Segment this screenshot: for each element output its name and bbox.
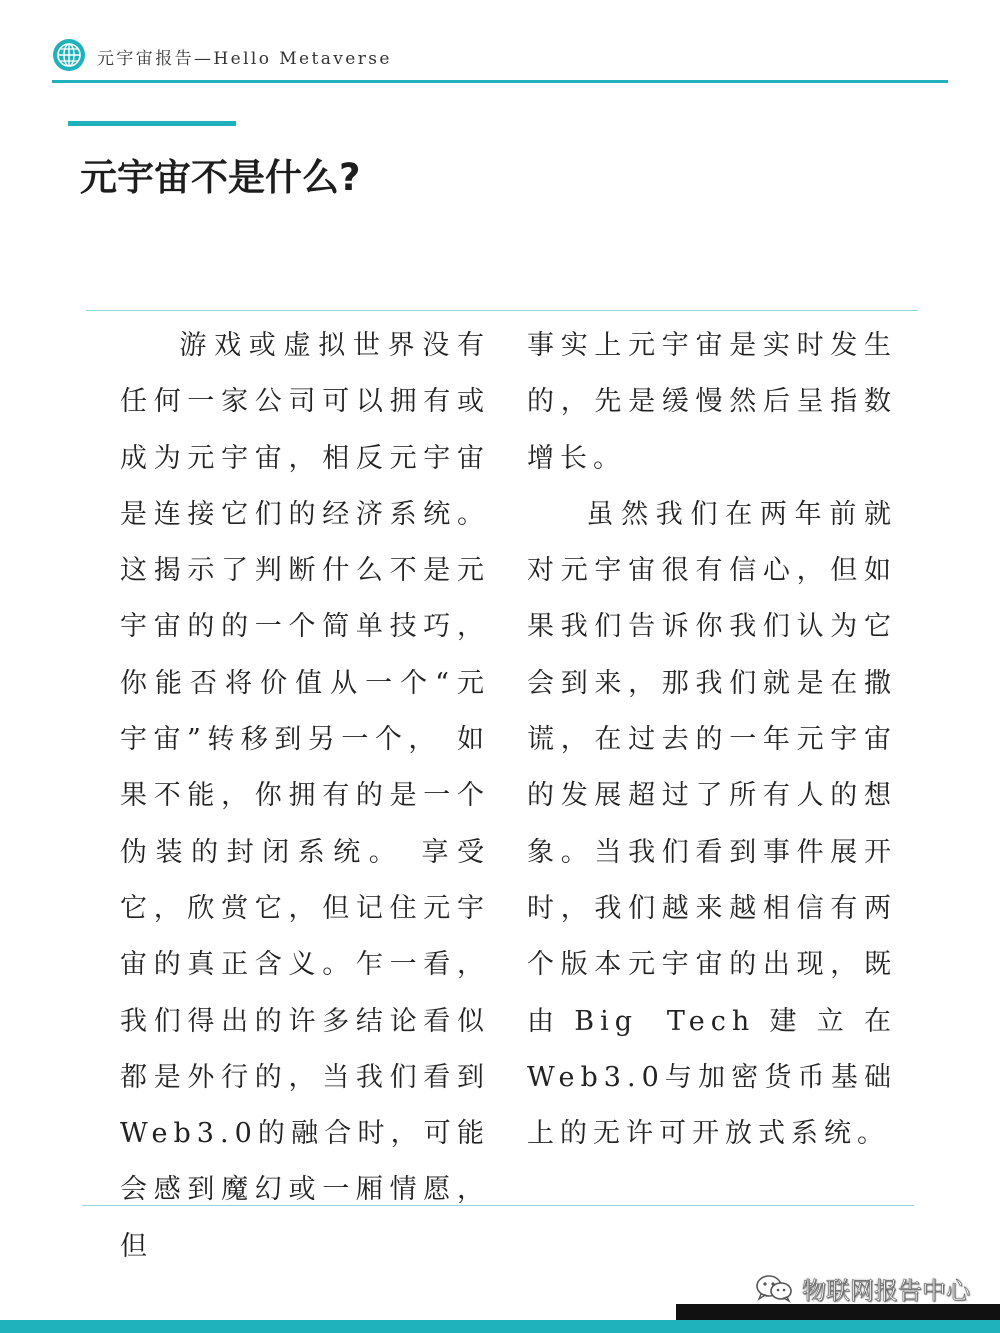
- watermark-text: 物联网报告中心: [802, 1276, 970, 1305]
- page-title: 元宇宙不是什么?: [80, 156, 361, 199]
- footer-accent-bar: [0, 1320, 1000, 1333]
- body-column-left: [120, 318, 490, 1262]
- body-paragraph: 游戏或虚拟世界没有任何一家公司可以拥有或成为元宇宙，相反元宇宙是连接它们的经济系统。这揭示了判断什么不是元宇宙的的一个简单技巧，你能否将价值从一个“元宇宙”转移到另一个， 如果不能，你拥有的是一个伪装的封闭系统。 享受它，欣赏它，但记住元宇宙的真正含义。乍一看，我们得出的许多结论看似都是外行的，当我们看到Web3.0的融合时，可能会感到魔幻或一厢情愿，但: [120, 330, 490, 1262]
- body-column-right: [527, 318, 897, 1202]
- title-accent-bar: [68, 121, 236, 126]
- globe-icon: [52, 38, 86, 72]
- content-top-divider: [86, 310, 918, 311]
- header-divider: [52, 80, 948, 83]
- body-paragraph: 事实上元宇宙是实时发生的，先是缓慢然后呈指数增长。: [527, 330, 897, 474]
- wechat-icon: [754, 1273, 794, 1303]
- header-title: 元宇宙报告—Hello Metaverse: [97, 49, 392, 69]
- body-paragraph: 虽然我们在两年前就对元宇宙很有信心，但如果我们告诉你我们认为它会到来，那我们就是在撒谎，在过去的一年元宇宙的发展超过了所有人的想象。当我们看到事件展开时，我们越来越相信有两个版本元宇宙的出现，既由Big Tech建立在Web3.0与加密货币基础上的无许可开放式系统。: [527, 498, 897, 1150]
- footer-dark-strip: [676, 1304, 1000, 1320]
- watermark: [754, 1270, 970, 1306]
- content-bottom-divider: [82, 1205, 914, 1206]
